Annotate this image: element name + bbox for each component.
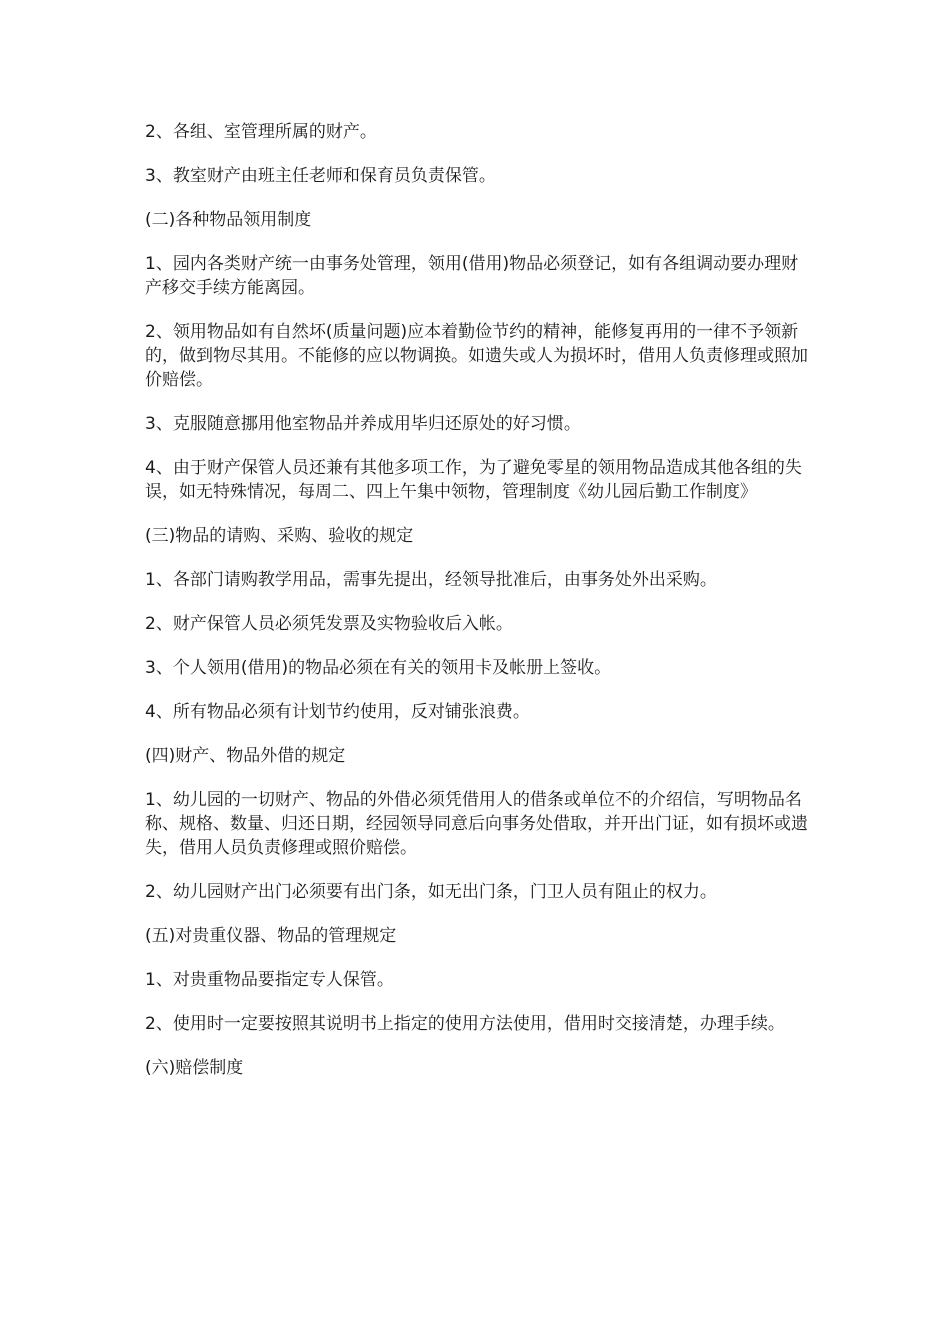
paragraph-purchase-3: 3、个人领用(借用)的物品必须在有关的领用卡及帐册上签收。 <box>145 658 612 678</box>
paragraph-valuables-2: 2、使用时一定要按照其说明书上指定的使用方法使用，借用时交接清楚，办理手续。 <box>145 1014 785 1034</box>
paragraph-purchase-1: 1、各部门请购教学用品，需事先提出，经领导批准后，由事务处外出采购。 <box>145 570 717 590</box>
paragraph-storage-groups: 2、各组、室管理所属的财产。 <box>145 122 377 142</box>
document-body <box>145 120 810 1100</box>
paragraph-requisition-4: 4、由于财产保管人员还兼有其他多项工作，为了避免零星的领用物品造成其他各组的失误，如无特殊情况，每周二、四上午集中领物，管理制度《幼儿园后勤工作制度》 <box>145 458 802 502</box>
paragraph-purchase-2: 2、财产保管人员必须凭发票及实物验收后入帐。 <box>145 614 513 634</box>
section-heading-6: (六)赔偿制度 <box>145 1058 244 1078</box>
paragraph-lending-1: 1、幼儿园的一切财产、物品的外借必须凭借用人的借条或单位不的介绍信，写明物品名称、规格、数量、归还日期，经园领导同意后向事务处借取，并开出门证，如有损坏或遗失，借用人员负责修理或照价赔偿。 <box>145 790 808 858</box>
paragraph-classroom-property: 3、教室财产由班主任老师和保育员负责保管。 <box>145 166 496 186</box>
section-heading-3: (三)物品的请购、采购、验收的规定 <box>145 526 414 546</box>
paragraph-requisition-3: 3、克服随意挪用他室物品并养成用毕归还原处的好习惯。 <box>145 414 581 434</box>
section-heading-4: (四)财产、物品外借的规定 <box>145 746 346 766</box>
paragraph-purchase-4: 4、所有物品必须有计划节约使用，反对铺张浪费。 <box>145 702 530 722</box>
paragraph-lending-2: 2、幼儿园财产出门必须要有出门条，如无出门条，门卫人员有阻止的权力。 <box>145 882 717 902</box>
paragraph-requisition-1: 1、园内各类财产统一由事务处管理，领用(借用)物品必须登记，如有各组调动要办理财产移交手续方能离园。 <box>145 254 799 298</box>
section-heading-2: (二)各种物品领用制度 <box>145 210 312 230</box>
section-heading-5: (五)对贵重仪器、物品的管理规定 <box>145 926 397 946</box>
paragraph-valuables-1: 1、对贵重物品要指定专人保管。 <box>145 970 394 990</box>
paragraph-requisition-2: 2、领用物品如有自然坏(质量问题)应本着勤俭节约的精神，能修复再用的一律不予领新的，做到物尽其用。不能修的应以物调换。如遗失或人为损坏时，借用人负责修理或照加价赔偿。 <box>145 322 808 390</box>
